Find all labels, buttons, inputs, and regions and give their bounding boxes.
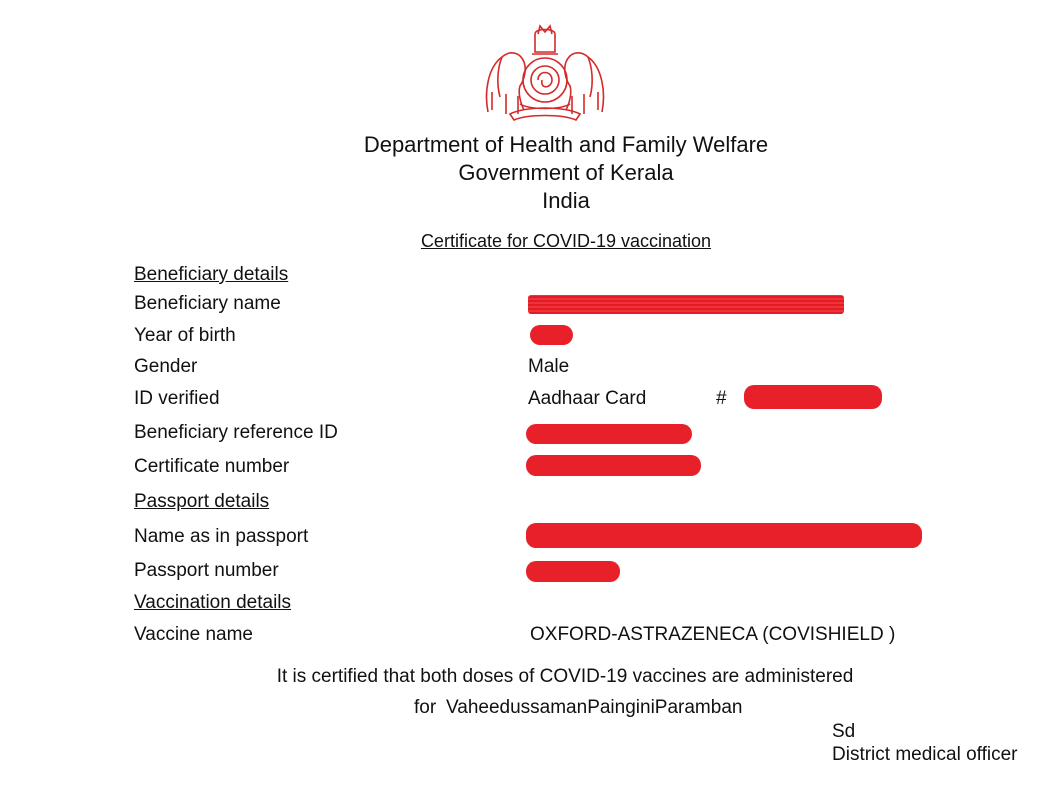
signature-title: District medical officer xyxy=(832,744,1018,765)
id-number-redaction xyxy=(744,385,882,409)
department-name: Department of Health and Family Welfare xyxy=(363,132,769,157)
passport-number-redaction xyxy=(526,561,620,582)
id-number-hash: # xyxy=(716,388,727,409)
beneficiary-reference-id-redaction xyxy=(526,424,692,444)
gender-label: Gender xyxy=(134,356,198,377)
certification-for-prefix: for xyxy=(414,697,437,718)
vaccine-name-label: Vaccine name xyxy=(134,624,253,645)
passport-section-heading: Passport details xyxy=(134,491,270,512)
certificate-number-label: Certificate number xyxy=(134,456,290,477)
beneficiary-reference-id-label: Beneficiary reference ID xyxy=(134,422,338,443)
passport-number-label: Passport number xyxy=(134,560,279,581)
country-name: India xyxy=(542,188,590,213)
year-of-birth-redaction xyxy=(530,325,573,345)
year-of-birth-label: Year of birth xyxy=(134,325,236,346)
beneficiary-name-redaction xyxy=(528,295,844,314)
signature-sd: Sd xyxy=(832,721,856,742)
kerala-state-emblem-icon xyxy=(480,22,610,122)
id-verified-label: ID verified xyxy=(134,388,220,409)
name-as-in-passport-label: Name as in passport xyxy=(134,526,309,547)
certification-recipient-name: VaheedussamanPainginiParamban xyxy=(446,697,743,718)
certificate-title: Certificate for COVID-19 vaccination xyxy=(420,231,712,251)
government-name: Government of Kerala xyxy=(458,160,674,185)
beneficiary-section-heading: Beneficiary details xyxy=(134,264,289,285)
gender-value: Male xyxy=(528,356,570,377)
beneficiary-name-label: Beneficiary name xyxy=(134,293,281,314)
id-type-value: Aadhaar Card xyxy=(528,388,647,409)
vaccine-name-value: OXFORD-ASTRAZENECA (COVISHIELD ) xyxy=(530,624,896,645)
certificate-number-redaction xyxy=(526,455,701,476)
certification-statement: It is certified that both doses of COVID-19 vaccines are administered xyxy=(276,666,854,687)
vaccination-section-heading: Vaccination details xyxy=(134,592,292,613)
name-as-in-passport-redaction xyxy=(526,523,922,548)
